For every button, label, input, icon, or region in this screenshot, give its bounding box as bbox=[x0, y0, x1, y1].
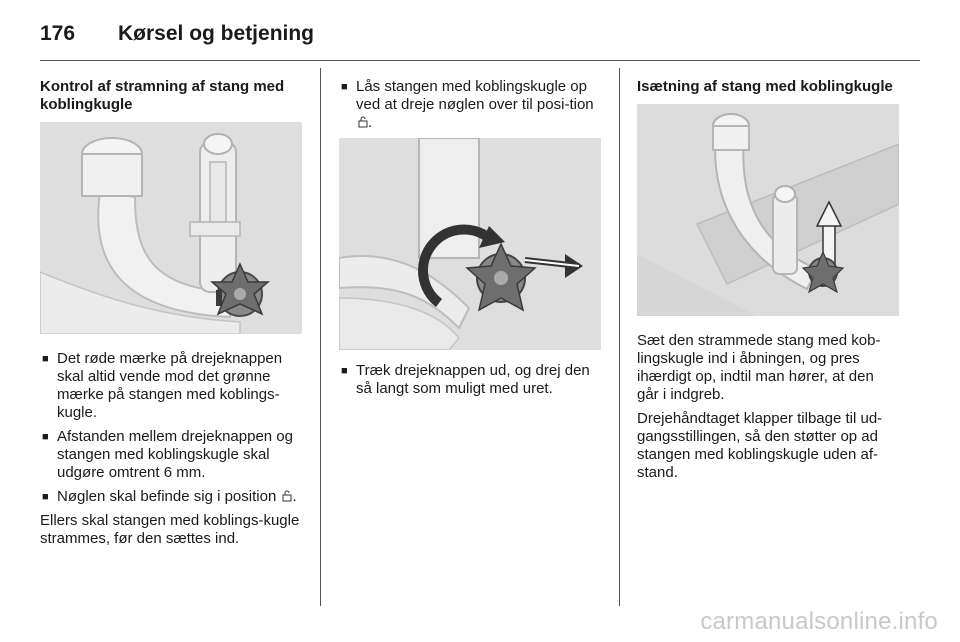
body-paragraph: Drejehåndtaget klapper tilbage til ud-gangsstillingen, så den støtter op ad stangen med koblingskugle uden af-stand. bbox=[637, 410, 883, 481]
body-paragraph: Ellers skal stangen med koblings-kugle strammes, før den sættes ind. bbox=[40, 512, 300, 547]
towbar-ball-figure bbox=[40, 122, 302, 334]
list-item: ■ Træk drejeknappen ud, og drej den så langt som muligt med uret. bbox=[341, 362, 590, 397]
towbar-ball-icon bbox=[40, 122, 302, 334]
page-number: 176 bbox=[40, 22, 76, 45]
column-1 bbox=[40, 78, 302, 554]
list-item: ■ Nøglen skal befinde sig i position . bbox=[42, 488, 297, 505]
column-divider bbox=[320, 68, 321, 606]
column-divider bbox=[619, 68, 620, 606]
column-2 bbox=[339, 78, 601, 404]
watermark: carmanualsonline.info bbox=[700, 608, 938, 635]
list-item: ■ Det røde mærke på drejeknappen skal altid vende mod det grønne mærke på stangen med koblings-kugle. bbox=[42, 350, 283, 421]
column-3 bbox=[637, 78, 899, 488]
lock-position-icon bbox=[282, 490, 292, 502]
towbar-insert-figure bbox=[637, 104, 899, 316]
knob-pull-figure bbox=[339, 138, 601, 350]
page-header bbox=[40, 20, 920, 61]
knob-pull-arrow-icon bbox=[339, 138, 601, 350]
list-item: ■ Afstanden mellem drejeknappen og stangen med koblingskugle skal udgøre omtrent 6 mm. bbox=[42, 428, 293, 481]
towbar-insert-arrow-icon bbox=[637, 104, 899, 316]
section-heading: Isætning af stang med koblingkugle bbox=[637, 78, 893, 95]
body-paragraph: Sæt den strammede stang med kob-lingskugle ind i åbningen, og pres ihærdigt op, indtil man hører, at den går i indgreb. bbox=[637, 332, 881, 403]
list-item: ■ Lås stangen med koblingskugle op ved at dreje nøglen over til posi-tion . bbox=[341, 78, 594, 131]
section-heading: Kontrol af stramning af stang med koblingkugle bbox=[40, 78, 285, 113]
unlock-position-icon bbox=[358, 116, 368, 128]
page-title: Kørsel og betjening bbox=[118, 22, 315, 45]
